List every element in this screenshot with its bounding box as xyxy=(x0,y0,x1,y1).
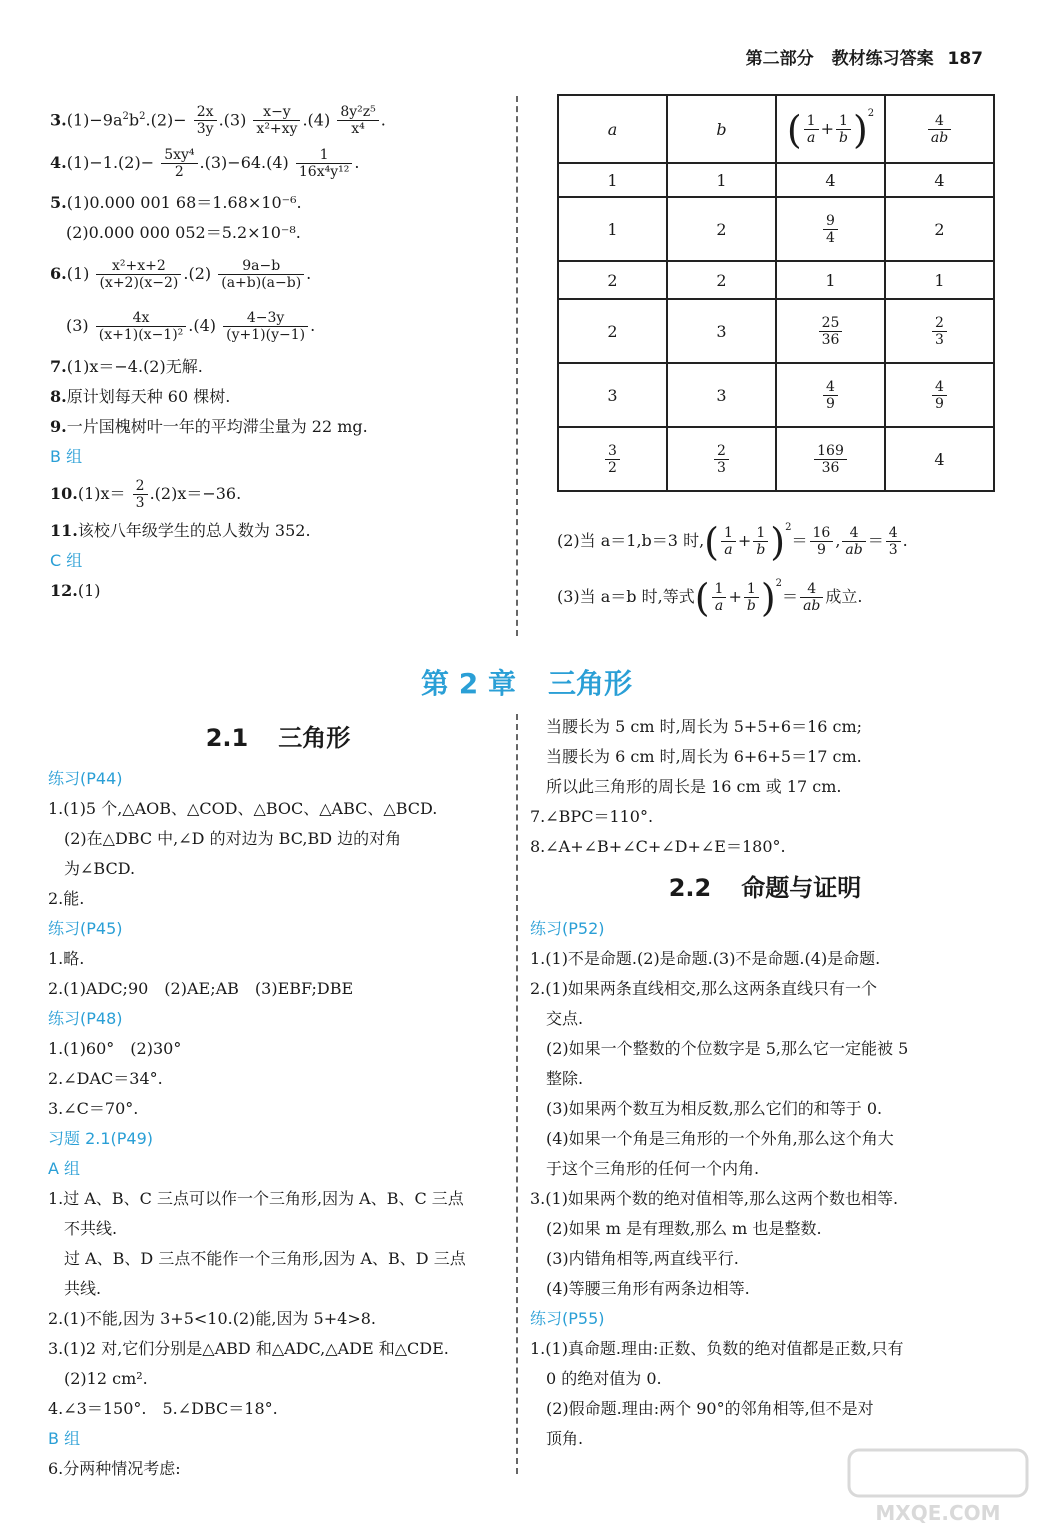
section-2-1-title: 2.1 三角形 xyxy=(205,724,351,752)
answer-line: (2)如果一个整数的个位数字是 5,那么它一定能被 5 xyxy=(546,1039,909,1058)
answer-line: 2.能. xyxy=(48,889,85,908)
answer-line: (2)在△DBC 中,∠D 的对边为 BC,BD 边的对角 xyxy=(64,829,402,848)
answer-line: 当腰长为 5 cm 时,周长为 5+5+6＝16 cm; xyxy=(546,717,863,736)
answer-line: 1.(1)5 个,△AOB、△COD、△BOC、△ABC、△BCD. xyxy=(48,799,438,818)
answer-7: 7.(1)x＝−4.(2)无解. xyxy=(50,357,203,376)
fraction: $\frac{\text{8y²z⁵}}{\text{x⁴}}$ xyxy=(337,104,378,137)
answer-line: 共线. xyxy=(64,1279,102,1298)
group-b-heading: B 组 xyxy=(50,447,83,466)
fraction: $\frac{2x}{3y}$ xyxy=(194,104,217,137)
answer-line: 3.∠C＝70°. xyxy=(48,1099,139,1118)
answer-11: 11.该校八年级学生的总人数为 352. xyxy=(50,521,311,540)
fraction: $\frac{9a-b}{(a+b)(a-b)}$ xyxy=(218,258,304,291)
fraction: $\frac{1}{\text{16x⁴y¹²}}$ xyxy=(296,147,352,180)
answer-12: 12.(1) xyxy=(50,581,101,600)
fraction: $\frac{4-3y}{(y+1)(y-1)}$ xyxy=(223,310,308,343)
answer-5-line-1: 5.(1)0.000 001 68＝1.68×10⁻⁶. xyxy=(50,193,302,212)
exercise-heading: 练习(P45) xyxy=(48,919,123,938)
answer-line: 为∠BCD. xyxy=(64,859,136,878)
chapter-number: 第 2 章 xyxy=(421,667,516,700)
answer-line: 当腰长为 6 cm 时,周长为 6+6+5＝17 cm. xyxy=(546,747,862,766)
group-c-heading: C 组 xyxy=(50,551,83,570)
answer-line: 1.(1)真命题.理由:正数、负数的绝对值都是正数,只有 xyxy=(530,1339,904,1358)
group-a-heading: A 组 xyxy=(48,1159,81,1178)
page-number: 187 xyxy=(947,49,983,69)
answer-10: 10.(1)x＝ $\frac{2}{3}$ .(2)x＝−36. xyxy=(50,478,242,511)
answer-line: (2)如果 m 是有理数,那么 m 也是整数. xyxy=(546,1219,822,1238)
answer-line: 4.∠3＝150°. 5.∠DBC＝18°. xyxy=(48,1399,278,1418)
conclusion-3: (3)当 a＝b 时,等式( $\frac{1}{a}$ + $\frac{1}{b}$ )$^2$＝ $\frac{4}{ab}$ 成立. xyxy=(557,575,863,620)
fraction: $\frac{2}{3}$ xyxy=(133,478,148,511)
answer-line: 3.(1)如果两个数的绝对值相等,那么这两个数也相等. xyxy=(530,1189,899,1208)
table-header-cell: b xyxy=(667,95,776,163)
exercise-heading: 练习(P55) xyxy=(530,1309,605,1328)
answer-line: (2)假命题.理由:两个 90°的邻角相等,但不是对 xyxy=(546,1399,874,1418)
answer-line: 7.∠BPC＝110°. xyxy=(530,807,654,826)
exercise-heading: 练习(P52) xyxy=(530,919,605,938)
table-row: 2 2 1 1 xyxy=(558,261,994,299)
fraction: $\frac{\text{x²+x+2}}{(x+2)(x-2)}$ xyxy=(96,258,181,291)
group-b-heading: B 组 xyxy=(48,1429,81,1448)
answer-table xyxy=(557,94,995,492)
answer-line: 过 A、B、D 三点不能作一个三角形,因为 A、B、D 三点 xyxy=(64,1249,466,1268)
chapter-title xyxy=(0,662,1053,702)
answer-line: (4)等腰三角形有两条边相等. xyxy=(546,1279,750,1298)
answer-line: 1.(1)不是命题.(2)是命题.(3)不是命题.(4)是命题. xyxy=(530,949,881,968)
section-2-2-title: 2.2 命题与证明 xyxy=(668,874,862,902)
answer-line: 2.(1)不能,因为 3+5<10.(2)能,因为 5+4>8. xyxy=(48,1309,376,1328)
header-title: 教材练习答案 xyxy=(831,49,934,69)
answer-line: 0 的绝对值为 0. xyxy=(546,1369,662,1388)
answer-4: 4.(1)−1.(2)− $\frac{\text{5xy⁴}}{2}$ .(3)−64.(4) $\frac{1}{\text{16x⁴y¹²}}$ . xyxy=(50,147,360,180)
page-header xyxy=(746,44,983,69)
answer-line: 于这个三角形的任何一个内角. xyxy=(546,1159,760,1178)
answer-6-line-2: (3) $\frac{4x}{\text{(x+1)(x−1)²}}$ .(4) $\frac{4-3y}{(y+1)(y-1)}$ . xyxy=(66,310,316,343)
fraction: $\frac{\text{5xy⁴}}{2}$ xyxy=(161,147,197,180)
answer-5-line-2: (2)0.000 000 052＝5.2×10⁻⁸. xyxy=(66,223,301,242)
column-divider-bottom xyxy=(516,714,518,1474)
table-header-cell: a xyxy=(558,95,667,163)
table-header-cell: $\frac{4}{ab}$ xyxy=(885,95,994,163)
bottom-left-column xyxy=(48,712,508,1484)
answer-line: 1.略. xyxy=(48,949,85,968)
answer-line: 2.(1)ADC;90 (2)AE;AB (3)EBF;DBE xyxy=(48,979,354,998)
answer-line: 顶角. xyxy=(546,1429,584,1448)
table-row: 2 3 $\frac{25}{36}$ $\frac{2}{3}$ xyxy=(558,299,994,363)
watermark-logo xyxy=(843,1446,1033,1526)
answer-8: 8.原计划每天种 60 棵树. xyxy=(50,387,231,406)
table-row: 1 1 4 4 xyxy=(558,163,994,197)
exercise-heading: 练习(P44) xyxy=(48,769,123,788)
exercise-heading: 习题 2.1(P49) xyxy=(48,1129,154,1148)
exercise-heading: 练习(P48) xyxy=(48,1009,123,1028)
answer-3: $3.(1)-9a^2b^2.(2)-$ $\frac{2x}{3y}$ .(3) $\frac{x-y}{\text{x²+xy}}$ .(4) $\frac{\text{8y²z⁵}}{\text{x⁴}}$ . xyxy=(50,104,386,138)
column-divider-top xyxy=(516,96,518,636)
answer-line: 8.∠A+∠B+∠C+∠D+∠E＝180°. xyxy=(530,837,786,856)
bottom-right-column xyxy=(530,712,1000,1454)
answer-line: 3.(1)2 对,它们分别是△ABD 和△ADC,△ADE 和△CDE. xyxy=(48,1339,449,1358)
top-left-column xyxy=(50,96,510,606)
answer-line: (3)如果两个数互为相反数,那么它们的和等于 0. xyxy=(546,1099,883,1118)
table-row: 1 2 $\frac{9}{4}$ 2 xyxy=(558,197,994,261)
answer-line: 交点. xyxy=(546,1009,584,1028)
answer-line: 1.(1)60° (2)30° xyxy=(48,1039,182,1058)
header-part: 第二部分 xyxy=(745,49,814,69)
answer-line: 6.分两种情况考虑: xyxy=(48,1459,181,1478)
answer-line: (3)内错角相等,两直线平行. xyxy=(546,1249,739,1268)
fraction: $\frac{x-y}{\text{x²+xy}}$ xyxy=(253,104,300,137)
answer-9: 9.一片国槐树叶一年的平均滞尘量为 22 mg. xyxy=(50,417,368,436)
answer-line: (4)如果一个角是三角形的一个外角,那么这个角大 xyxy=(546,1129,894,1148)
table-row: $\frac{3}{2}$ $\frac{2}{3}$ $\frac{169}{36}$ 4 xyxy=(558,427,994,491)
answer-line: 不共线. xyxy=(64,1219,118,1238)
table-header-row xyxy=(558,95,994,163)
table-header-cell: ( $\frac{1}{a}$ + $\frac{1}{b}$ )$^2$ xyxy=(776,95,885,163)
chapter-name: 三角形 xyxy=(547,667,632,700)
answer-line: (2)12 cm². xyxy=(64,1369,148,1388)
table-row: 3 3 $\frac{4}{9}$ $\frac{4}{9}$ xyxy=(558,363,994,427)
table-conclusion xyxy=(557,502,1027,620)
answer-line: 2.(1)如果两条直线相交,那么这两条直线只有一个 xyxy=(530,979,878,998)
answer-6-line-1: 6.(1) $\frac{\text{x²+x+2}}{(x+2)(x-2)}$ .(2) $\frac{9a-b}{(a+b)(a-b)}$ . xyxy=(50,258,312,291)
answer-line: 所以此三角形的周长是 16 cm 或 17 cm. xyxy=(546,777,842,796)
conclusion-2: (2)当 a＝1,b＝3 时,( $\frac{1}{a}$ + $\frac{1}{b}$ )$^2$＝ $\frac{16}{9}$ , $\frac{4}{ab}$ ＝ $\frac{4}{3}$ . xyxy=(557,519,908,564)
watermark-text: MXQE.COM xyxy=(875,1501,1001,1525)
answer-line: 1.过 A、B、C 三点可以作一个三角形,因为 A、B、C 三点 xyxy=(48,1189,464,1208)
answer-line: 2.∠DAC＝34°. xyxy=(48,1069,163,1088)
fraction: $\frac{4x}{\text{(x+1)(x−1)²}}$ xyxy=(96,310,187,343)
answer-line: 整除. xyxy=(546,1069,584,1088)
